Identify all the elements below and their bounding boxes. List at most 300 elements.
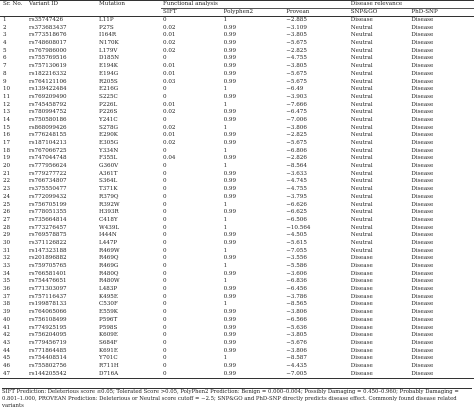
cell-provean: −3.556 (286, 255, 307, 262)
cell-sr-no: 26 (3, 209, 11, 216)
cell-variant-id: rs769578875 (29, 232, 67, 239)
header-polyphen2: Polyphen2 (223, 9, 254, 15)
cell-sift: 0 (163, 301, 167, 308)
cell-phdsnp: Disease (411, 239, 434, 246)
cell-sr-no: 30 (3, 239, 11, 246)
table-row (0, 132, 474, 140)
cell-variant-id: rs35747426 (29, 17, 64, 23)
cell-phdsnp: Disease (411, 201, 434, 208)
cell-variant-id: rs777956624 (29, 163, 67, 170)
cell-snpgo: Disease (350, 332, 373, 339)
cell-sift: 0 (163, 116, 167, 123)
cell-phdsnp: Disease (411, 247, 434, 254)
cell-provean: −2.885 (286, 17, 307, 23)
cell-sr-no: 14 (3, 116, 11, 123)
cell-sr-no: 27 (3, 216, 11, 223)
cell-provean: −4.745 (286, 178, 307, 185)
cell-sift: 0.01 (163, 70, 176, 77)
cell-sift: 0 (163, 239, 167, 246)
cell-sr-no: 39 (3, 309, 11, 316)
header-snpgo: SNP&GO (350, 9, 378, 15)
table-row (0, 263, 474, 271)
cell-variant-id: rs754408514 (29, 355, 67, 362)
cell-snpgo: Neutral (350, 178, 373, 185)
cell-snpgo: Disease (350, 255, 373, 262)
cell-provean: −4.755 (286, 186, 307, 193)
cell-provean: −5.676 (286, 339, 307, 346)
cell-variant-id: rs764121106 (29, 78, 67, 85)
cell-polyphen2: 1 (223, 355, 228, 362)
table-row (0, 332, 474, 340)
cell-polyphen2: 1 (223, 86, 228, 93)
cell-variant-id: rs759705765 (29, 263, 67, 269)
cell-variant-id: rs735664814 (29, 216, 67, 223)
cell-variant-id: rs147323188 (29, 247, 67, 254)
table-row (0, 86, 474, 94)
cell-variant-id: rs868099426 (29, 124, 67, 131)
table-row (0, 178, 474, 186)
cell-polyphen2: 1 (223, 278, 228, 285)
cell-phdsnp: Disease (411, 24, 434, 31)
cell-mutation: E305G (99, 140, 119, 146)
cell-sr-no: 23 (3, 186, 11, 193)
cell-polyphen2: 0.99 (223, 332, 237, 339)
cell-sift: 0 (163, 355, 167, 362)
cell-polyphen2: 1 (223, 263, 228, 269)
cell-variant-id: rs766581401 (29, 270, 67, 277)
cell-provean: −3.795 (286, 193, 307, 200)
cell-variant-id: rs776248155 (29, 132, 67, 139)
cell-sr-no: 24 (3, 193, 11, 200)
table-row (0, 209, 474, 217)
cell-sift: 0 (163, 263, 167, 269)
cell-variant-id: rs371126822 (29, 239, 67, 246)
cell-sr-no: 32 (3, 255, 11, 262)
cell-snpgo: Neutral (350, 147, 373, 154)
cell-mutation: K609E (99, 332, 118, 339)
cell-snpgo: Neutral (350, 209, 373, 216)
cell-polyphen2: 1 (223, 247, 228, 254)
cell-variant-id: rs772099432 (29, 193, 67, 200)
cell-polyphen2: 0.99 (223, 132, 237, 139)
cell-variant-id: rs771864485 (29, 347, 67, 354)
cell-snpgo: Neutral (350, 201, 373, 208)
table-row (0, 163, 474, 171)
cell-sr-no: 42 (3, 332, 11, 339)
table-footnote (2, 388, 472, 410)
cell-sr-no: 35 (3, 278, 11, 285)
cell-phdsnp: Disease (411, 370, 434, 377)
cell-provean: −3.903 (286, 93, 307, 100)
cell-sr-no: 20 (3, 163, 11, 170)
header-functional-analysis: Functional analysis (161, 1, 349, 9)
cell-snpgo: Disease (350, 263, 373, 269)
cell-variant-id: rs373683437 (29, 24, 67, 31)
table-row (0, 79, 474, 87)
cell-polyphen2: 1 (223, 216, 228, 223)
cell-phdsnp: Disease (411, 278, 434, 285)
cell-polyphen2: 0.99 (223, 232, 237, 239)
cell-snpgo: Neutral (350, 155, 373, 162)
header-mutation: Mutation (99, 1, 125, 8)
cell-snpgo: Disease (350, 316, 373, 323)
cell-sift: 0 (163, 216, 167, 223)
cell-phdsnp: Disease (411, 109, 434, 116)
cell-phdsnp: Disease (411, 193, 434, 200)
cell-mutation: D716A (99, 370, 119, 377)
cell-variant-id: rs779456719 (29, 339, 67, 346)
cell-snpgo: Neutral (350, 78, 373, 85)
cell-snpgo: Neutral (350, 124, 373, 131)
cell-variant-id: rs754476651 (29, 278, 67, 285)
cell-polyphen2: 0.99 (223, 170, 237, 177)
cell-snpgo: Neutral (350, 140, 373, 146)
cell-mutation: F355L (99, 155, 118, 162)
cell-polyphen2: 1 (223, 17, 228, 23)
table-row (0, 125, 474, 133)
cell-variant-id: rs750580186 (29, 116, 67, 123)
cell-polyphen2: 0.99 (223, 140, 237, 146)
cell-provean: −7.666 (286, 101, 307, 108)
cell-snpgo: Neutral (350, 116, 373, 123)
cell-polyphen2: 1 (223, 101, 228, 108)
table-row (0, 225, 474, 233)
table-row (0, 171, 474, 179)
cell-mutation: S684F (99, 339, 118, 346)
cell-snpgo: Disease (350, 309, 373, 316)
cell-phdsnp: Disease (411, 93, 434, 100)
cell-phdsnp: Disease (411, 324, 434, 331)
cell-sift: 0.02 (163, 140, 176, 146)
cell-snpgo: Neutral (350, 63, 373, 70)
table-row (0, 140, 474, 148)
cell-phdsnp: Disease (411, 339, 434, 346)
cell-snpgo: Neutral (350, 216, 373, 223)
cell-mutation: L447P (99, 239, 118, 246)
cell-mutation: Y701C (99, 355, 118, 362)
cell-sift: 0 (163, 178, 167, 185)
cell-sr-no: 44 (3, 347, 11, 354)
cell-phdsnp: Disease (411, 147, 434, 154)
cell-provean: −5.675 (286, 40, 307, 47)
cell-variant-id: rs139422484 (29, 86, 67, 93)
cell-mutation: R379Q (99, 193, 119, 200)
cell-provean: −4.435 (286, 362, 307, 369)
cell-provean: −6.806 (286, 147, 307, 154)
cell-sr-no: 25 (3, 201, 11, 208)
cell-sr-no: 16 (3, 132, 11, 139)
header-sr-no: Sr. No. (3, 1, 23, 8)
cell-sr-no: 9 (3, 78, 7, 85)
cell-mutation: E194G (99, 70, 119, 77)
cell-variant-id: rs774925195 (29, 324, 67, 331)
cell-sr-no: 33 (3, 263, 11, 269)
cell-provean: −2.825 (286, 132, 307, 139)
cell-variant-id: rs773276457 (29, 224, 67, 231)
cell-provean: −5.636 (286, 324, 307, 331)
cell-provean: −3.786 (286, 293, 307, 300)
cell-variant-id: rs757130619 (29, 63, 67, 70)
cell-provean: −10.564 (286, 224, 311, 231)
cell-phdsnp: Disease (411, 255, 434, 262)
cell-snpgo: Neutral (350, 247, 373, 254)
cell-sift: 0.02 (163, 40, 176, 47)
cell-sr-no: 34 (3, 270, 11, 277)
cell-phdsnp: Disease (411, 40, 434, 47)
cell-variant-id: rs187104213 (29, 140, 67, 146)
cell-sift: 0.02 (163, 47, 176, 54)
cell-variant-id: rs778051355 (29, 209, 67, 216)
cell-provean: −3.805 (286, 332, 307, 339)
cell-sift: 0 (163, 293, 167, 300)
cell-sr-no: 36 (3, 286, 11, 293)
cell-polyphen2: 0.99 (223, 347, 237, 354)
table-row (0, 48, 474, 56)
cell-sift: 0 (163, 17, 167, 23)
cell-phdsnp: Disease (411, 216, 434, 223)
cell-sr-no: 1 (3, 17, 7, 23)
cell-polyphen2: 0.99 (223, 47, 237, 54)
cell-snpgo: Neutral (350, 224, 373, 231)
cell-phdsnp: Disease (411, 316, 434, 323)
cell-sift: 0 (163, 163, 167, 170)
cell-phdsnp: Disease (411, 155, 434, 162)
cell-provean: −6.625 (286, 209, 307, 216)
cell-polyphen2: 0.99 (223, 362, 237, 369)
cell-mutation: L11P (99, 17, 114, 23)
cell-provean: −3.806 (286, 124, 307, 131)
cell-variant-id: rs780994752 (29, 109, 67, 116)
cell-polyphen2: 0.99 (223, 324, 237, 331)
cell-mutation: P596T (99, 316, 118, 323)
cell-snpgo: Neutral (350, 55, 373, 62)
cell-provean: −2.826 (286, 155, 307, 162)
header-provean: Provean (286, 9, 310, 15)
cell-sr-no: 2 (3, 24, 7, 31)
cell-phdsnp: Disease (411, 309, 434, 316)
cell-sift: 0 (163, 232, 167, 239)
cell-provean: −3.633 (286, 170, 307, 177)
cell-phdsnp: Disease (411, 178, 434, 185)
cell-sift: 0.02 (163, 124, 176, 131)
cell-variant-id: rs745458792 (29, 101, 67, 108)
footnote-line-2: 0.801–1.000, PROVEAN Prediction: Deleterious or Neutral score cutoff = −2.5; SNP&GO and PhD-SNP directly predicts disease effect. Commonly found disease related variants (2, 396, 457, 409)
cell-sr-no: 31 (3, 247, 11, 254)
cell-variant-id: rs755769516 (29, 55, 67, 62)
cell-provean: −4.505 (286, 232, 307, 239)
cell-phdsnp: Disease (411, 224, 434, 231)
cell-polyphen2: 0.99 (223, 193, 237, 200)
cell-provean: −6.49 (286, 86, 304, 93)
table-row (0, 348, 474, 356)
cell-polyphen2: 0.99 (223, 186, 237, 193)
table-row (0, 294, 474, 302)
cell-variant-id: rs182216332 (29, 70, 67, 77)
cell-sr-no: 13 (3, 109, 11, 116)
cell-sift: 0 (163, 362, 167, 369)
cell-variant-id: rs756204095 (29, 332, 67, 339)
cell-snpgo: Disease (350, 347, 373, 354)
cell-provean: −7.005 (286, 370, 307, 377)
cell-provean: −6.566 (286, 316, 307, 323)
cell-mutation: C530F (99, 301, 118, 308)
table-row (0, 278, 474, 286)
table-row (0, 340, 474, 348)
cell-sift: 0 (163, 247, 167, 254)
cell-phdsnp: Disease (411, 362, 434, 369)
cell-mutation: L179V (99, 47, 118, 54)
cell-mutation: E559K (99, 309, 118, 316)
cell-mutation: I164R (99, 32, 117, 39)
cell-phdsnp: Disease (411, 47, 434, 54)
cell-phdsnp: Disease (411, 301, 434, 308)
cell-sr-no: 21 (3, 170, 11, 177)
cell-polyphen2: 0.99 (223, 24, 237, 31)
cell-provean: −6.836 (286, 278, 307, 285)
table-row (0, 255, 474, 263)
cell-snpgo: Disease (350, 17, 373, 23)
cell-snpgo: Neutral (350, 47, 373, 54)
cell-mutation: L483P (99, 286, 118, 293)
cell-sr-no: 8 (3, 70, 7, 77)
cell-provean: −3.805 (286, 63, 307, 70)
cell-snpgo: Neutral (350, 186, 373, 193)
cell-mutation: D185N (99, 55, 120, 62)
cell-phdsnp: Disease (411, 78, 434, 85)
cell-variant-id: rs199878133 (29, 301, 67, 308)
table-row (0, 371, 474, 379)
cell-sift: 0 (163, 55, 167, 62)
cell-sift: 0.02 (163, 24, 176, 31)
cell-phdsnp: Disease (411, 17, 434, 23)
cell-mutation: C418Y (99, 216, 118, 223)
cell-phdsnp: Disease (411, 55, 434, 62)
header-phdsnp: PhD-SNP (411, 9, 438, 15)
table-row (0, 117, 474, 125)
table-row (0, 63, 474, 71)
cell-snpgo: Disease (350, 293, 373, 300)
cell-provean: −3.806 (286, 309, 307, 316)
cell-phdsnp: Disease (411, 209, 434, 216)
cell-phdsnp: Disease (411, 263, 434, 269)
cell-sr-no: 37 (3, 293, 11, 300)
cell-mutation: T371K (99, 186, 118, 193)
cell-polyphen2: 0.99 (223, 286, 237, 293)
cell-snpgo: Neutral (350, 170, 373, 177)
cell-snpgo: Neutral (350, 132, 373, 139)
table-row (0, 286, 474, 294)
cell-snpgo: Disease (350, 362, 373, 369)
cell-phdsnp: Disease (411, 347, 434, 354)
cell-mutation: P226S (99, 109, 118, 116)
table-row (0, 363, 474, 371)
table-row (0, 17, 474, 25)
cell-phdsnp: Disease (411, 332, 434, 339)
cell-sr-no: 19 (3, 155, 11, 162)
cell-polyphen2: 0.99 (223, 70, 237, 77)
cell-snpgo: Neutral (350, 101, 373, 108)
cell-variant-id: rs769209490 (29, 93, 67, 100)
cell-snpgo: Disease (350, 339, 373, 346)
cell-variant-id: rs771303097 (29, 286, 67, 293)
table-row (0, 194, 474, 202)
cell-phdsnp: Disease (411, 116, 434, 123)
cell-sr-no: 38 (3, 301, 11, 308)
cell-provean: −3.109 (286, 24, 307, 31)
cell-variant-id: rs748608017 (29, 40, 67, 47)
cell-sr-no: 18 (3, 147, 11, 154)
cell-sift: 0 (163, 370, 167, 377)
cell-variant-id: rs766734807 (29, 178, 67, 185)
cell-mutation: W439L (99, 224, 120, 231)
cell-provean: −3.805 (286, 32, 307, 39)
cell-polyphen2: 0.99 (223, 293, 237, 300)
cell-snpgo: Neutral (350, 232, 373, 239)
cell-snpgo: Neutral (350, 109, 373, 116)
cell-variant-id: rs773518676 (29, 32, 67, 39)
header-sift: SIFT (163, 9, 177, 15)
cell-mutation: K691E (99, 347, 118, 354)
cell-snpgo: Neutral (350, 86, 373, 93)
cell-phdsnp: Disease (411, 355, 434, 362)
table-row (0, 271, 474, 279)
cell-sift: 0.01 (163, 32, 176, 39)
cell-snpgo: Neutral (350, 70, 373, 77)
cell-snpgo: Neutral (350, 239, 373, 246)
cell-polyphen2: 0.99 (223, 109, 237, 116)
cell-sr-no: 29 (3, 232, 11, 239)
cell-variant-id: rs756705199 (29, 201, 67, 208)
cell-mutation: S278G (99, 124, 118, 131)
cell-mutation: N170K (99, 40, 119, 47)
table-row (0, 148, 474, 156)
cell-sift: 0 (163, 224, 167, 231)
cell-provean: −3.806 (286, 347, 307, 354)
cell-snpgo: Neutral (350, 40, 373, 47)
cell-mutation: R480W (99, 278, 120, 285)
cell-variant-id: rs756108499 (29, 316, 67, 323)
cell-mutation: P226L (99, 101, 118, 108)
cell-mutation: R205S (99, 78, 118, 85)
cell-phdsnp: Disease (411, 186, 434, 193)
cell-sift: 0 (163, 309, 167, 316)
table-row (0, 232, 474, 240)
cell-sift: 0 (163, 270, 167, 277)
cell-phdsnp: Disease (411, 170, 434, 177)
cell-sift: 0 (163, 316, 167, 323)
cell-sift: 0.03 (163, 78, 176, 85)
cell-sift: 0 (163, 147, 167, 154)
cell-sr-no: 10 (3, 86, 11, 93)
cell-phdsnp: Disease (411, 132, 434, 139)
cell-provean: −8.565 (286, 301, 307, 308)
cell-polyphen2: 0.99 (223, 270, 237, 277)
cell-snpgo: Disease (350, 301, 373, 308)
cell-sift: 0 (163, 339, 167, 346)
cell-mutation: R392W (99, 201, 120, 208)
cell-polyphen2: 0.99 (223, 255, 237, 262)
cell-phdsnp: Disease (411, 70, 434, 77)
cell-sr-no: 7 (3, 63, 7, 70)
cell-provean: −6.456 (286, 286, 307, 293)
cell-provean: −5.615 (286, 239, 307, 246)
cell-provean: −6.475 (286, 109, 307, 116)
cell-variant-id: rs779277722 (29, 170, 67, 177)
cell-polyphen2: 0.99 (223, 116, 237, 123)
cell-phdsnp: Disease (411, 101, 434, 108)
cell-snpgo: Disease (350, 278, 373, 285)
cell-polyphen2: 0.99 (223, 32, 237, 39)
